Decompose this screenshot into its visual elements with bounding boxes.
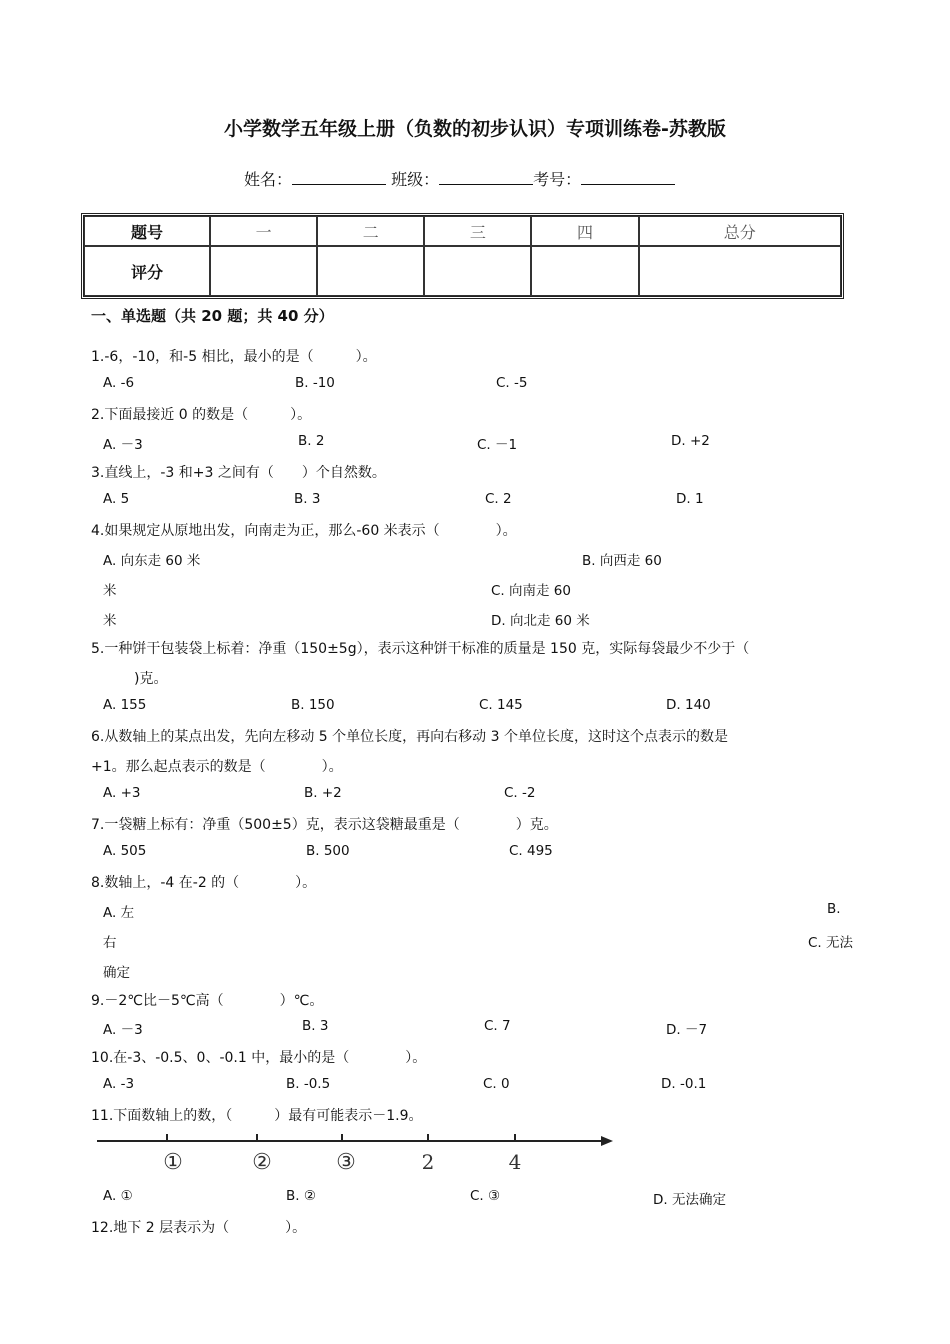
score-cell-1[interactable]	[210, 246, 317, 296]
question-5-cont: )克。	[134, 671, 168, 687]
score-header-4: 四	[531, 216, 638, 246]
option[interactable]: B.	[827, 901, 841, 917]
option[interactable]: C. 7	[484, 1018, 511, 1034]
question-5: 5.一种饼干包装袋上标着：净重（150±5g），表示这种饼干标准的质量是 150 克，实际每袋最少不少于（	[91, 641, 750, 657]
option[interactable]: A. 向东走 60 米	[103, 553, 201, 569]
option[interactable]: A. 505	[103, 843, 147, 859]
option[interactable]: D. 无法确定	[653, 1192, 726, 1208]
question-11: 11.下面数轴上的数，（ ）最有可能表示－1.9。	[91, 1108, 423, 1124]
option[interactable]: B. -0.5	[286, 1076, 331, 1092]
axis-label: ②	[252, 1150, 272, 1175]
question-12: 12.地下 2 层表示为（ ）。	[91, 1220, 307, 1236]
option[interactable]: C. 无法	[808, 935, 854, 951]
question-9: 9.－2℃比－5℃高（ ）℃。	[91, 993, 324, 1009]
option[interactable]: A. ①	[103, 1188, 133, 1204]
option[interactable]: C. -5	[496, 375, 528, 391]
option-wrap: 米	[103, 583, 117, 599]
option[interactable]: A. -6	[103, 375, 135, 391]
option[interactable]: C. 0	[483, 1076, 510, 1092]
option[interactable]: B. 向西走 60	[582, 553, 662, 569]
score-header-2: 二	[317, 216, 424, 246]
question-4: 4.如果规定从原地出发，向南走为正，那么-60 米表示（ ）。	[91, 523, 517, 539]
option[interactable]: D. 1	[676, 491, 704, 507]
question-3: 3.直线上，-3 和+3 之间有（ ）个自然数。	[91, 465, 386, 481]
name-blank[interactable]	[292, 170, 386, 185]
option[interactable]: A. －3	[103, 1022, 143, 1038]
option[interactable]: B. -10	[295, 375, 335, 391]
option[interactable]: B. 500	[306, 843, 350, 859]
option[interactable]: C. ③	[470, 1188, 501, 1204]
score-cell-4[interactable]	[531, 246, 638, 296]
question-8: 8.数轴上，-4 在-2 的（ ）。	[91, 875, 317, 891]
option[interactable]: A. -3	[103, 1076, 135, 1092]
option[interactable]: A. +3	[103, 785, 141, 801]
question-6: 6.从数轴上的某点出发，先向左移动 5 个单位长度，再向右移动 3 个单位长度，这时这个点表示的数是	[91, 729, 728, 745]
score-header-label: 题号	[84, 216, 210, 246]
axis-label: 2	[421, 1150, 435, 1174]
option[interactable]: C. 145	[479, 697, 523, 713]
number-line-figure	[93, 1125, 623, 1181]
option-wrap: 米	[103, 613, 117, 629]
option[interactable]: C. －1	[477, 437, 518, 453]
class-label: 班级：	[391, 170, 440, 189]
score-table	[81, 213, 844, 299]
number-label: 考号：	[533, 170, 582, 189]
page-title: 小学数学五年级上册（负数的初步认识）专项训练卷-苏教版	[224, 118, 726, 140]
question-1: 1.-6，-10，和-5 相比，最小的是（ ）。	[91, 349, 377, 365]
option[interactable]: A. －3	[103, 437, 143, 453]
name-label: 姓名：	[244, 170, 293, 189]
option[interactable]: A. 左	[103, 905, 135, 921]
question-7: 7.一袋糖上标有：净重（500±5）克，表示这袋糖最重是（ ）克。	[91, 817, 558, 833]
option[interactable]: C. -2	[504, 785, 536, 801]
score-row-label: 评分	[84, 246, 210, 296]
option[interactable]: D. －7	[666, 1022, 708, 1038]
option[interactable]: B. 3	[302, 1018, 329, 1034]
number-line-arrow	[601, 1136, 613, 1146]
number-blank[interactable]	[581, 170, 675, 185]
option-wrap: 确定	[103, 965, 130, 981]
question-2: 2.下面最接近 0 的数是（ ）。	[91, 407, 312, 423]
option[interactable]: D. -0.1	[661, 1076, 707, 1092]
question-10: 10.在-3、-0.5、0、-0.1 中，最小的是（ ）。	[91, 1050, 427, 1066]
option[interactable]: B. ②	[286, 1188, 316, 1204]
option[interactable]: D. +2	[671, 433, 710, 449]
score-header-3: 三	[424, 216, 531, 246]
option[interactable]: C. 495	[509, 843, 553, 859]
axis-label: ③	[336, 1150, 356, 1175]
score-header-total: 总分	[639, 216, 841, 246]
option[interactable]: C. 2	[485, 491, 512, 507]
score-header-1: 一	[210, 216, 317, 246]
option[interactable]: A. 5	[103, 491, 130, 507]
student-info-line	[244, 167, 675, 190]
option[interactable]: B. 150	[291, 697, 335, 713]
option[interactable]: B. 2	[298, 433, 325, 449]
option[interactable]: D. 140	[666, 697, 711, 713]
option[interactable]: B. 3	[294, 491, 321, 507]
option[interactable]: D. 向北走 60 米	[491, 613, 590, 629]
score-cell-3[interactable]	[424, 246, 531, 296]
axis-label: 4	[508, 1150, 522, 1174]
axis-label: ①	[163, 1150, 183, 1175]
option-wrap: 右	[103, 935, 117, 951]
option[interactable]: C. 向南走 60	[491, 583, 571, 599]
option[interactable]: B. +2	[304, 785, 342, 801]
question-6-cont: +1。那么起点表示的数是（ ）。	[91, 759, 343, 775]
class-blank[interactable]	[439, 170, 533, 185]
score-cell-2[interactable]	[317, 246, 424, 296]
score-cell-total[interactable]	[639, 246, 841, 296]
section-heading: 一、单选题（共 20 题；共 40 分）	[91, 307, 334, 325]
option[interactable]: A. 155	[103, 697, 147, 713]
